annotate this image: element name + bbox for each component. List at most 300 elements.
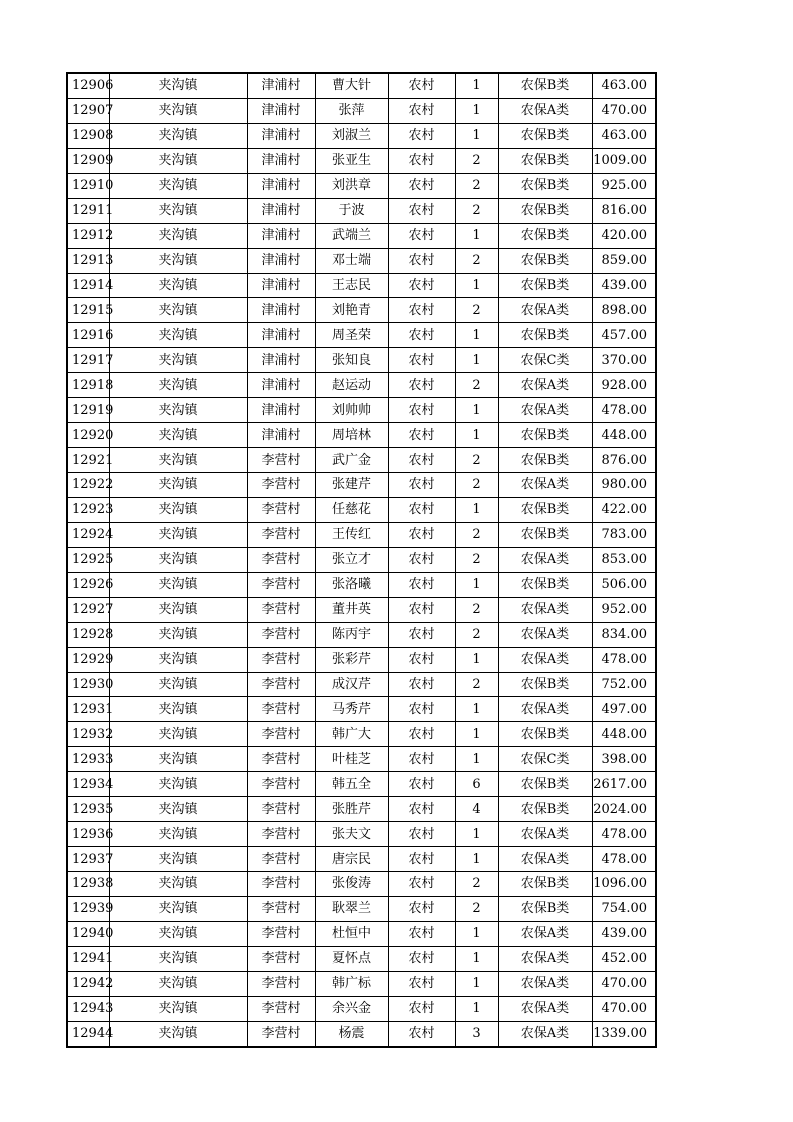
- table-row: [67, 547, 656, 572]
- record-id-cell: 12938: [67, 872, 109, 897]
- household-size-cell: 2: [455, 672, 498, 697]
- table-row: [67, 273, 656, 298]
- person-name-cell: 张洛曦: [315, 572, 388, 597]
- village-cell: 津浦村: [247, 223, 315, 248]
- record-id-cell: 12912: [67, 223, 109, 248]
- town-cell: 夹沟镇: [109, 572, 247, 597]
- amount-cell: 2617.00: [592, 772, 656, 797]
- table-row: [67, 597, 656, 622]
- town-cell: 夹沟镇: [109, 448, 247, 473]
- household-size-cell: 2: [455, 622, 498, 647]
- area-type-cell: 农村: [388, 647, 455, 672]
- village-cell: 李营村: [247, 921, 315, 946]
- area-type-cell: 农村: [388, 248, 455, 273]
- town-cell: 夹沟镇: [109, 722, 247, 747]
- record-id-cell: 12925: [67, 547, 109, 572]
- amount-cell: 478.00: [592, 847, 656, 872]
- person-name-cell: 刘淑兰: [315, 123, 388, 148]
- table-row: [67, 797, 656, 822]
- village-cell: 李营村: [247, 797, 315, 822]
- village-cell: 李营村: [247, 822, 315, 847]
- table-row: [67, 872, 656, 897]
- amount-cell: 422.00: [592, 497, 656, 522]
- area-type-cell: 农村: [388, 572, 455, 597]
- town-cell: 夹沟镇: [109, 847, 247, 872]
- amount-cell: 1339.00: [592, 1021, 656, 1046]
- household-size-cell: 2: [455, 597, 498, 622]
- person-name-cell: 张萍: [315, 98, 388, 123]
- person-name-cell: 陈丙宇: [315, 622, 388, 647]
- village-cell: 李营村: [247, 697, 315, 722]
- category-cell: 农保C类: [498, 348, 592, 373]
- category-cell: 农保B类: [498, 73, 592, 98]
- household-size-cell: 2: [455, 148, 498, 173]
- household-size-cell: 1: [455, 747, 498, 772]
- village-cell: 津浦村: [247, 298, 315, 323]
- record-id-cell: 12907: [67, 98, 109, 123]
- table-row: [67, 921, 656, 946]
- area-type-cell: 农村: [388, 98, 455, 123]
- village-cell: 津浦村: [247, 273, 315, 298]
- table-row: [67, 248, 656, 273]
- area-type-cell: 农村: [388, 672, 455, 697]
- area-type-cell: 农村: [388, 423, 455, 448]
- village-cell: 津浦村: [247, 348, 315, 373]
- village-cell: 李营村: [247, 672, 315, 697]
- amount-cell: 452.00: [592, 946, 656, 971]
- town-cell: 夹沟镇: [109, 298, 247, 323]
- household-size-cell: 2: [455, 248, 498, 273]
- area-type-cell: 农村: [388, 148, 455, 173]
- person-name-cell: 刘洪章: [315, 173, 388, 198]
- area-type-cell: 农村: [388, 223, 455, 248]
- area-type-cell: 农村: [388, 373, 455, 398]
- town-cell: 夹沟镇: [109, 996, 247, 1021]
- category-cell: 农保B类: [498, 423, 592, 448]
- household-size-cell: 2: [455, 198, 498, 223]
- area-type-cell: 农村: [388, 348, 455, 373]
- village-cell: 李营村: [247, 772, 315, 797]
- table-row: [67, 473, 656, 498]
- person-name-cell: 韩广大: [315, 722, 388, 747]
- record-id-cell: 12941: [67, 946, 109, 971]
- person-name-cell: 王传红: [315, 522, 388, 547]
- record-id-cell: 12939: [67, 896, 109, 921]
- person-name-cell: 张建芹: [315, 473, 388, 498]
- table-row: [67, 772, 656, 797]
- household-size-cell: 2: [455, 373, 498, 398]
- table-row: [67, 423, 656, 448]
- person-name-cell: 周圣荣: [315, 323, 388, 348]
- household-size-cell: 1: [455, 647, 498, 672]
- record-id-cell: 12910: [67, 173, 109, 198]
- table-row: [67, 448, 656, 473]
- household-size-cell: 1: [455, 697, 498, 722]
- table-row: [67, 996, 656, 1021]
- amount-cell: 457.00: [592, 323, 656, 348]
- area-type-cell: 农村: [388, 697, 455, 722]
- category-cell: 农保A类: [498, 298, 592, 323]
- village-cell: 津浦村: [247, 373, 315, 398]
- person-name-cell: 张知良: [315, 348, 388, 373]
- table-row: [67, 747, 656, 772]
- category-cell: 农保A类: [498, 647, 592, 672]
- household-size-cell: 3: [455, 1021, 498, 1046]
- town-cell: 夹沟镇: [109, 772, 247, 797]
- category-cell: 农保B类: [498, 148, 592, 173]
- record-id-cell: 12909: [67, 148, 109, 173]
- area-type-cell: 农村: [388, 1021, 455, 1046]
- table-body: [67, 73, 656, 1047]
- category-cell: 农保B类: [498, 572, 592, 597]
- household-size-cell: 2: [455, 173, 498, 198]
- amount-cell: 478.00: [592, 647, 656, 672]
- record-id-cell: 12933: [67, 747, 109, 772]
- amount-cell: 439.00: [592, 273, 656, 298]
- amount-cell: 859.00: [592, 248, 656, 273]
- category-cell: 农保A类: [498, 98, 592, 123]
- town-cell: 夹沟镇: [109, 73, 247, 98]
- town-cell: 夹沟镇: [109, 971, 247, 996]
- person-name-cell: 赵运动: [315, 373, 388, 398]
- record-id-cell: 12936: [67, 822, 109, 847]
- household-size-cell: 1: [455, 722, 498, 747]
- village-cell: 李营村: [247, 647, 315, 672]
- town-cell: 夹沟镇: [109, 896, 247, 921]
- table-row: [67, 896, 656, 921]
- table-row: [67, 946, 656, 971]
- person-name-cell: 成汉芹: [315, 672, 388, 697]
- person-name-cell: 韩五全: [315, 772, 388, 797]
- table-row: [67, 373, 656, 398]
- village-cell: 津浦村: [247, 123, 315, 148]
- record-id-cell: 12911: [67, 198, 109, 223]
- area-type-cell: 农村: [388, 747, 455, 772]
- person-name-cell: 曹大针: [315, 73, 388, 98]
- category-cell: 农保A类: [498, 971, 592, 996]
- person-name-cell: 张彩芹: [315, 647, 388, 672]
- record-id-cell: 12942: [67, 971, 109, 996]
- amount-cell: 370.00: [592, 348, 656, 373]
- person-name-cell: 周培林: [315, 423, 388, 448]
- village-cell: 李营村: [247, 1021, 315, 1046]
- household-size-cell: 1: [455, 398, 498, 423]
- table-row: [67, 672, 656, 697]
- amount-cell: 470.00: [592, 971, 656, 996]
- table-row: [67, 647, 656, 672]
- area-type-cell: 农村: [388, 971, 455, 996]
- table-row: [67, 697, 656, 722]
- category-cell: 农保B类: [498, 173, 592, 198]
- person-name-cell: 于波: [315, 198, 388, 223]
- household-size-cell: 2: [455, 473, 498, 498]
- village-cell: 李营村: [247, 497, 315, 522]
- category-cell: 农保C类: [498, 747, 592, 772]
- person-name-cell: 杜恒中: [315, 921, 388, 946]
- person-name-cell: 张俊涛: [315, 872, 388, 897]
- town-cell: 夹沟镇: [109, 647, 247, 672]
- town-cell: 夹沟镇: [109, 248, 247, 273]
- area-type-cell: 农村: [388, 273, 455, 298]
- village-cell: 李营村: [247, 847, 315, 872]
- record-id-cell: 12921: [67, 448, 109, 473]
- table-row: [67, 497, 656, 522]
- amount-cell: 952.00: [592, 597, 656, 622]
- household-size-cell: 6: [455, 772, 498, 797]
- area-type-cell: 农村: [388, 522, 455, 547]
- person-name-cell: 邓士端: [315, 248, 388, 273]
- category-cell: 农保A类: [498, 946, 592, 971]
- village-cell: 李营村: [247, 896, 315, 921]
- table-row: [67, 722, 656, 747]
- category-cell: 农保B类: [498, 497, 592, 522]
- amount-cell: 463.00: [592, 73, 656, 98]
- village-cell: 李营村: [247, 971, 315, 996]
- person-name-cell: 余兴金: [315, 996, 388, 1021]
- area-type-cell: 农村: [388, 497, 455, 522]
- amount-cell: 439.00: [592, 921, 656, 946]
- village-cell: 李营村: [247, 448, 315, 473]
- amount-cell: 398.00: [592, 747, 656, 772]
- table-row: [67, 98, 656, 123]
- record-id-cell: 12908: [67, 123, 109, 148]
- household-size-cell: 2: [455, 298, 498, 323]
- record-id-cell: 12929: [67, 647, 109, 672]
- amount-cell: 506.00: [592, 572, 656, 597]
- village-cell: 李营村: [247, 597, 315, 622]
- household-size-cell: 1: [455, 971, 498, 996]
- record-id-cell: 12924: [67, 522, 109, 547]
- amount-cell: 463.00: [592, 123, 656, 148]
- town-cell: 夹沟镇: [109, 497, 247, 522]
- household-size-cell: 2: [455, 448, 498, 473]
- area-type-cell: 农村: [388, 722, 455, 747]
- data-table: [66, 72, 657, 1048]
- category-cell: 农保A类: [498, 622, 592, 647]
- person-name-cell: 马秀芹: [315, 697, 388, 722]
- area-type-cell: 农村: [388, 398, 455, 423]
- area-type-cell: 农村: [388, 547, 455, 572]
- town-cell: 夹沟镇: [109, 872, 247, 897]
- person-name-cell: 夏怀点: [315, 946, 388, 971]
- amount-cell: 470.00: [592, 996, 656, 1021]
- household-size-cell: 1: [455, 822, 498, 847]
- person-name-cell: 任慈花: [315, 497, 388, 522]
- category-cell: 农保B类: [498, 522, 592, 547]
- record-id-cell: 12934: [67, 772, 109, 797]
- category-cell: 农保A类: [498, 1021, 592, 1046]
- amount-cell: 470.00: [592, 98, 656, 123]
- category-cell: 农保A类: [498, 847, 592, 872]
- town-cell: 夹沟镇: [109, 123, 247, 148]
- record-id-cell: 12922: [67, 473, 109, 498]
- category-cell: 农保A类: [498, 822, 592, 847]
- amount-cell: 925.00: [592, 173, 656, 198]
- village-cell: 李营村: [247, 722, 315, 747]
- town-cell: 夹沟镇: [109, 547, 247, 572]
- town-cell: 夹沟镇: [109, 373, 247, 398]
- person-name-cell: 唐宗民: [315, 847, 388, 872]
- table-row: [67, 622, 656, 647]
- record-id-cell: 12906: [67, 73, 109, 98]
- area-type-cell: 农村: [388, 473, 455, 498]
- category-cell: 农保B类: [498, 722, 592, 747]
- category-cell: 农保B类: [498, 198, 592, 223]
- village-cell: 李营村: [247, 996, 315, 1021]
- category-cell: 农保A类: [498, 547, 592, 572]
- household-size-cell: 1: [455, 123, 498, 148]
- household-size-cell: 1: [455, 73, 498, 98]
- household-size-cell: 1: [455, 423, 498, 448]
- table-row: [67, 73, 656, 98]
- town-cell: 夹沟镇: [109, 597, 247, 622]
- area-type-cell: 农村: [388, 996, 455, 1021]
- area-type-cell: 农村: [388, 448, 455, 473]
- town-cell: 夹沟镇: [109, 323, 247, 348]
- town-cell: 夹沟镇: [109, 423, 247, 448]
- category-cell: 农保A类: [498, 597, 592, 622]
- category-cell: 农保A类: [498, 473, 592, 498]
- household-size-cell: 2: [455, 547, 498, 572]
- village-cell: 津浦村: [247, 423, 315, 448]
- record-id-cell: 12914: [67, 273, 109, 298]
- category-cell: 农保B类: [498, 896, 592, 921]
- area-type-cell: 农村: [388, 622, 455, 647]
- village-cell: 津浦村: [247, 323, 315, 348]
- table-row: [67, 822, 656, 847]
- village-cell: 李营村: [247, 946, 315, 971]
- person-name-cell: 耿翠兰: [315, 896, 388, 921]
- village-cell: 李营村: [247, 872, 315, 897]
- area-type-cell: 农村: [388, 198, 455, 223]
- town-cell: 夹沟镇: [109, 223, 247, 248]
- category-cell: 农保B类: [498, 872, 592, 897]
- category-cell: 农保A类: [498, 398, 592, 423]
- record-id-cell: 12932: [67, 722, 109, 747]
- area-type-cell: 农村: [388, 298, 455, 323]
- category-cell: 农保B类: [498, 797, 592, 822]
- household-size-cell: 1: [455, 323, 498, 348]
- category-cell: 农保A类: [498, 921, 592, 946]
- town-cell: 夹沟镇: [109, 822, 247, 847]
- record-id-cell: 12927: [67, 597, 109, 622]
- town-cell: 夹沟镇: [109, 921, 247, 946]
- household-size-cell: 1: [455, 921, 498, 946]
- town-cell: 夹沟镇: [109, 672, 247, 697]
- village-cell: 津浦村: [247, 148, 315, 173]
- category-cell: 农保A类: [498, 373, 592, 398]
- town-cell: 夹沟镇: [109, 398, 247, 423]
- household-size-cell: 1: [455, 996, 498, 1021]
- category-cell: 农保A类: [498, 996, 592, 1021]
- category-cell: 农保B类: [498, 772, 592, 797]
- category-cell: 农保B类: [498, 672, 592, 697]
- town-cell: 夹沟镇: [109, 273, 247, 298]
- record-id-cell: 12920: [67, 423, 109, 448]
- area-type-cell: 农村: [388, 123, 455, 148]
- village-cell: 李营村: [247, 473, 315, 498]
- household-size-cell: 2: [455, 896, 498, 921]
- area-type-cell: 农村: [388, 173, 455, 198]
- table-row: [67, 1021, 656, 1046]
- person-name-cell: 张立才: [315, 547, 388, 572]
- person-name-cell: 杨震: [315, 1021, 388, 1046]
- village-cell: 津浦村: [247, 173, 315, 198]
- village-cell: 津浦村: [247, 248, 315, 273]
- village-cell: 李营村: [247, 522, 315, 547]
- person-name-cell: 张亚生: [315, 148, 388, 173]
- area-type-cell: 农村: [388, 921, 455, 946]
- village-cell: 李营村: [247, 622, 315, 647]
- area-type-cell: 农村: [388, 896, 455, 921]
- village-cell: 津浦村: [247, 198, 315, 223]
- village-cell: 李营村: [247, 547, 315, 572]
- town-cell: 夹沟镇: [109, 473, 247, 498]
- record-id-cell: 12915: [67, 298, 109, 323]
- household-size-cell: 1: [455, 572, 498, 597]
- town-cell: 夹沟镇: [109, 173, 247, 198]
- town-cell: 夹沟镇: [109, 622, 247, 647]
- category-cell: 农保B类: [498, 223, 592, 248]
- record-id-cell: 12944: [67, 1021, 109, 1046]
- category-cell: 农保B类: [498, 273, 592, 298]
- category-cell: 农保A类: [498, 697, 592, 722]
- person-name-cell: 张胜芹: [315, 797, 388, 822]
- household-size-cell: 2: [455, 872, 498, 897]
- amount-cell: 2024.00: [592, 797, 656, 822]
- village-cell: 津浦村: [247, 398, 315, 423]
- person-name-cell: 董井英: [315, 597, 388, 622]
- amount-cell: 752.00: [592, 672, 656, 697]
- record-id-cell: 12926: [67, 572, 109, 597]
- person-name-cell: 刘艳青: [315, 298, 388, 323]
- amount-cell: 980.00: [592, 473, 656, 498]
- amount-cell: 876.00: [592, 448, 656, 473]
- amount-cell: 898.00: [592, 298, 656, 323]
- record-id-cell: 12937: [67, 847, 109, 872]
- amount-cell: 783.00: [592, 522, 656, 547]
- table-row: [67, 398, 656, 423]
- household-size-cell: 1: [455, 348, 498, 373]
- table-row: [67, 522, 656, 547]
- amount-cell: 478.00: [592, 398, 656, 423]
- household-size-cell: 1: [455, 946, 498, 971]
- town-cell: 夹沟镇: [109, 946, 247, 971]
- amount-cell: 448.00: [592, 722, 656, 747]
- town-cell: 夹沟镇: [109, 747, 247, 772]
- town-cell: 夹沟镇: [109, 697, 247, 722]
- town-cell: 夹沟镇: [109, 148, 247, 173]
- area-type-cell: 农村: [388, 323, 455, 348]
- table-row: [67, 223, 656, 248]
- category-cell: 农保B类: [498, 248, 592, 273]
- village-cell: 李营村: [247, 572, 315, 597]
- table-row: [67, 572, 656, 597]
- category-cell: 农保B类: [498, 448, 592, 473]
- town-cell: 夹沟镇: [109, 348, 247, 373]
- area-type-cell: 农村: [388, 597, 455, 622]
- amount-cell: 834.00: [592, 622, 656, 647]
- area-type-cell: 农村: [388, 73, 455, 98]
- person-name-cell: 刘帅帅: [315, 398, 388, 423]
- amount-cell: 448.00: [592, 423, 656, 448]
- household-size-cell: 2: [455, 522, 498, 547]
- household-size-cell: 1: [455, 98, 498, 123]
- town-cell: 夹沟镇: [109, 1021, 247, 1046]
- amount-cell: 497.00: [592, 697, 656, 722]
- household-size-cell: 1: [455, 273, 498, 298]
- table-row: [67, 847, 656, 872]
